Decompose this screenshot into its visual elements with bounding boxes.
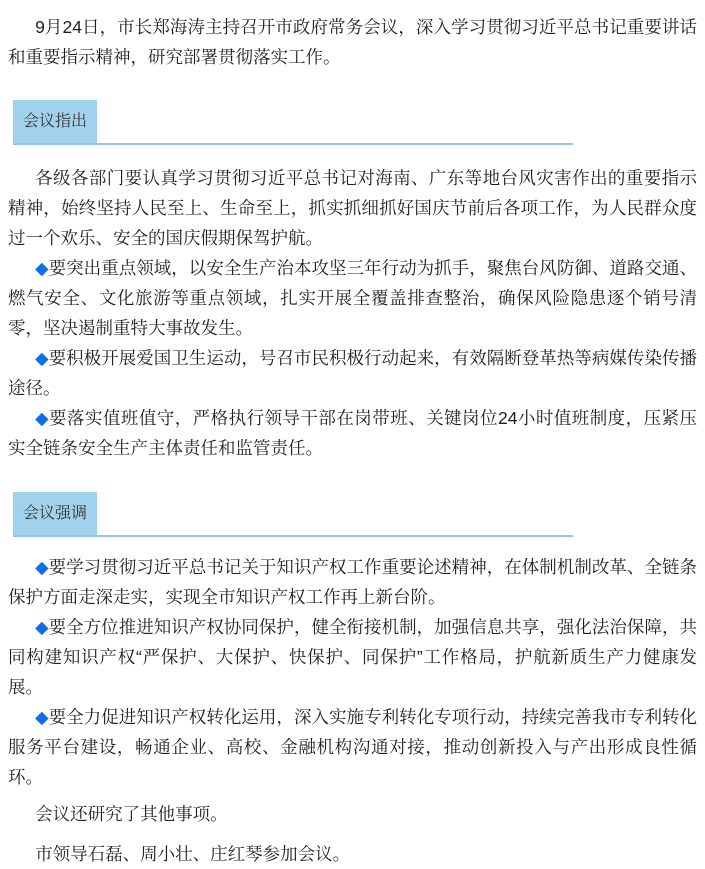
closing-other-matters: 会议还研究了其他事项。	[35, 804, 228, 824]
intro-paragraph: 9月24日，市长郑海涛主持召开市政府常务会议，深入学习贯彻习近平总书记重要讲话和重要指示精神，研究部署贯彻落实工作。	[8, 17, 697, 67]
section-header-emphasized	[13, 492, 573, 537]
bullet-paragraph	[8, 343, 697, 403]
diamond-bullet-icon: ◆	[35, 408, 50, 428]
bullet-paragraph-text: 要积极开展爱国卫生运动，号召市民积极行动起来，有效隔断登革热等病媒传染传播途径。	[8, 348, 697, 398]
section-header-pointed-out	[13, 100, 573, 145]
bullet-paragraph-text: 要落实值班值守，严格执行领导干部在岗带班、关键岗位24小时值班制度，压紧压实全链条安全生产主体责任和监管责任。	[8, 408, 697, 458]
bullet-paragraph-text: 要学习贯彻习近平总书记关于知识产权工作重要论述精神，在体制机制改革、全链条保护方面走深走实，实现全市知识产权工作再上新台阶。	[8, 557, 697, 607]
section-badge-pointed-out: 会议指出	[13, 100, 97, 143]
bullet-paragraph	[8, 702, 697, 792]
bullet-paragraph-text: 要全方位推进知识产权协同保护，健全衔接机制，加强信息共享，强化法治保障，共同构建知识产权“严保护、大保护、快保护、同保护”工作格局，护航新质生产力健康发展。	[8, 617, 697, 697]
diamond-bullet-icon: ◆	[35, 348, 49, 368]
bullet-paragraph	[8, 253, 697, 343]
diamond-bullet-icon: ◆	[35, 258, 49, 278]
diamond-bullet-icon: ◆	[35, 707, 49, 727]
paragraph: 各级各部门要认真学习贯彻习近平总书记对海南、广东等地台风灾害作出的重要指示精神，始终坚持人民至上、生命至上，抓实抓细抓好国庆节前后各项工作，为人民群众度过一个欢乐、安全的国庆假期保驾护航。	[8, 168, 697, 248]
closing-attendees: 市领导石磊、周小壮、庄红琴参加会议。	[35, 844, 351, 864]
bullet-paragraph	[8, 552, 697, 612]
bullet-paragraph-text: 要全力促进知识产权转化运用，深入实施专利转化专项行动，持续完善我市专利转化服务平台建设，畅通企业、高校、金融机构沟通对接，推动创新投入与产出形成良性循环。	[8, 707, 697, 787]
diamond-bullet-icon: ◆	[35, 557, 49, 577]
bullet-paragraph	[8, 403, 697, 463]
section-badge-emphasized: 会议强调	[13, 492, 97, 535]
diamond-bullet-icon: ◆	[35, 617, 49, 637]
bullet-paragraph	[8, 612, 697, 702]
bullet-paragraph-text: 要突出重点领域，以安全生产治本攻坚三年行动为抓手，聚焦台风防御、道路交通、燃气安全、文化旅游等重点领域，扎实开展全覆盖排查整治，确保风险隐患逐个销号清零，坚决遏制重特大事故发生。	[8, 258, 697, 338]
